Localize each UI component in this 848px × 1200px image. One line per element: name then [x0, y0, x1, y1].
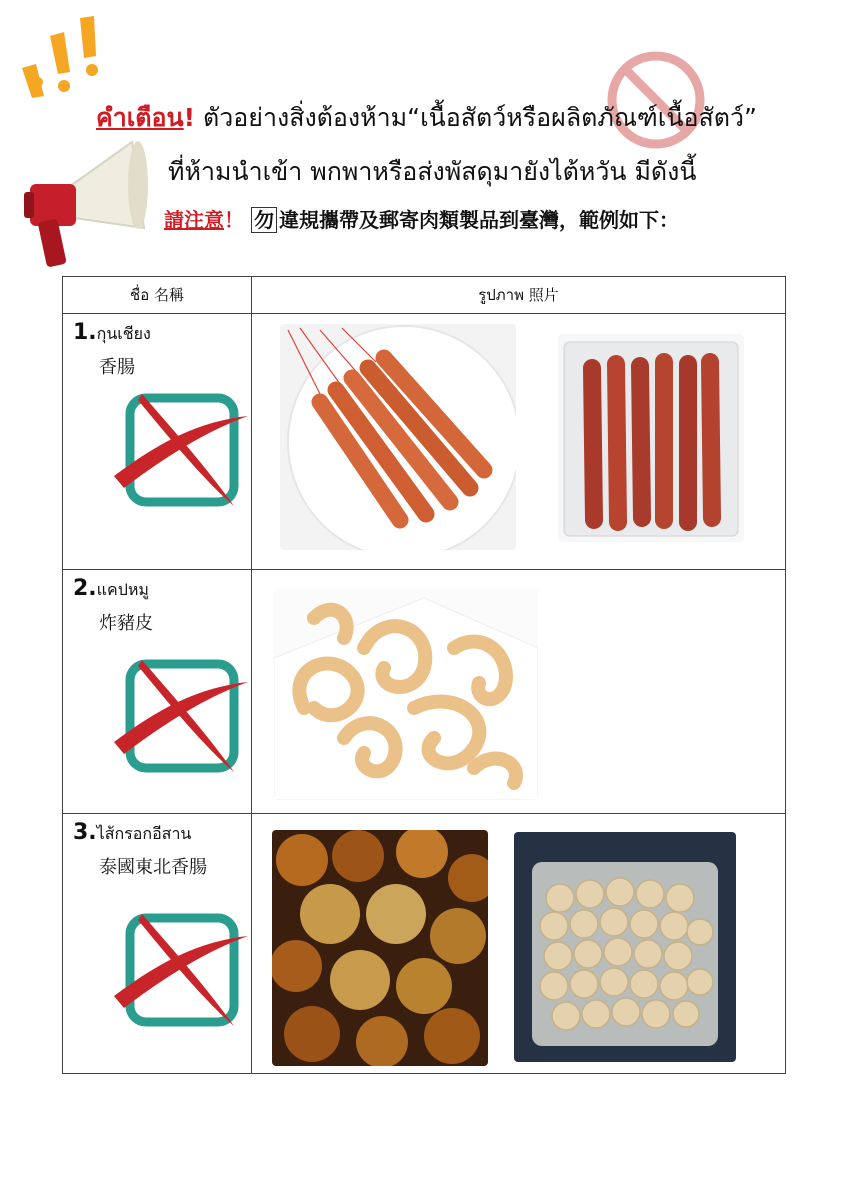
- packed-sausage-photo: [558, 334, 744, 542]
- item-thai-name: ไส้กรอกอีสาน: [96, 824, 192, 843]
- red-x-forbidden-icon: [112, 908, 252, 1030]
- thai-line2: ที่ห้ามนำเข้า พกพาหรือส่งพัสดุมายังไต้หวัน มีดังนี้: [168, 157, 697, 186]
- table-header-row: [63, 277, 786, 314]
- zh-warning-line: [164, 204, 679, 233]
- thai-warning-label: คำเตือน: [96, 103, 184, 132]
- item-zh-name: 香腸: [99, 357, 135, 378]
- thai-quote: “เนื้อสัตว์หรือผลิตภัณฑ์เนื้อสัตว์”: [407, 103, 757, 132]
- item-zh-name: 炸豬皮: [99, 613, 153, 634]
- isan-sausage-photo: [272, 830, 488, 1066]
- pork-rind-photo: [274, 588, 538, 800]
- item-number: 2.: [73, 576, 97, 601]
- zh-boxed-char: 勿: [251, 207, 277, 233]
- item-number: 1.: [73, 320, 97, 345]
- megaphone-icon: [22, 132, 152, 272]
- sausage-plate-photo: [280, 324, 516, 550]
- item-thai-name: แคปหมู: [96, 580, 149, 599]
- item-thai-name: กุนเชียง: [96, 324, 151, 343]
- header-name: ชื่อ 名稱: [63, 277, 252, 314]
- zh-line: 違規攜帶及郵寄肉類製品到臺灣，範例如下：: [278, 208, 679, 232]
- header-photo: รูปภาพ 照片: [252, 277, 786, 314]
- red-x-forbidden-icon: [112, 388, 252, 510]
- thai-warning-line: [96, 98, 757, 138]
- warning-bang: !: [183, 103, 196, 132]
- item-zh-name: 泰國東北香腸: [99, 857, 207, 878]
- exclamation-marks-icon: [14, 8, 124, 108]
- red-x-forbidden-icon: [112, 654, 252, 776]
- zh-warning-bang: ！: [224, 208, 244, 232]
- zh-warning-label: 請注意: [164, 208, 224, 232]
- packed-isan-sausage-photo: [514, 832, 736, 1062]
- thai-line1: ตัวอย่างสิ่งต้องห้าม: [203, 103, 408, 132]
- item-number: 3.: [73, 820, 97, 845]
